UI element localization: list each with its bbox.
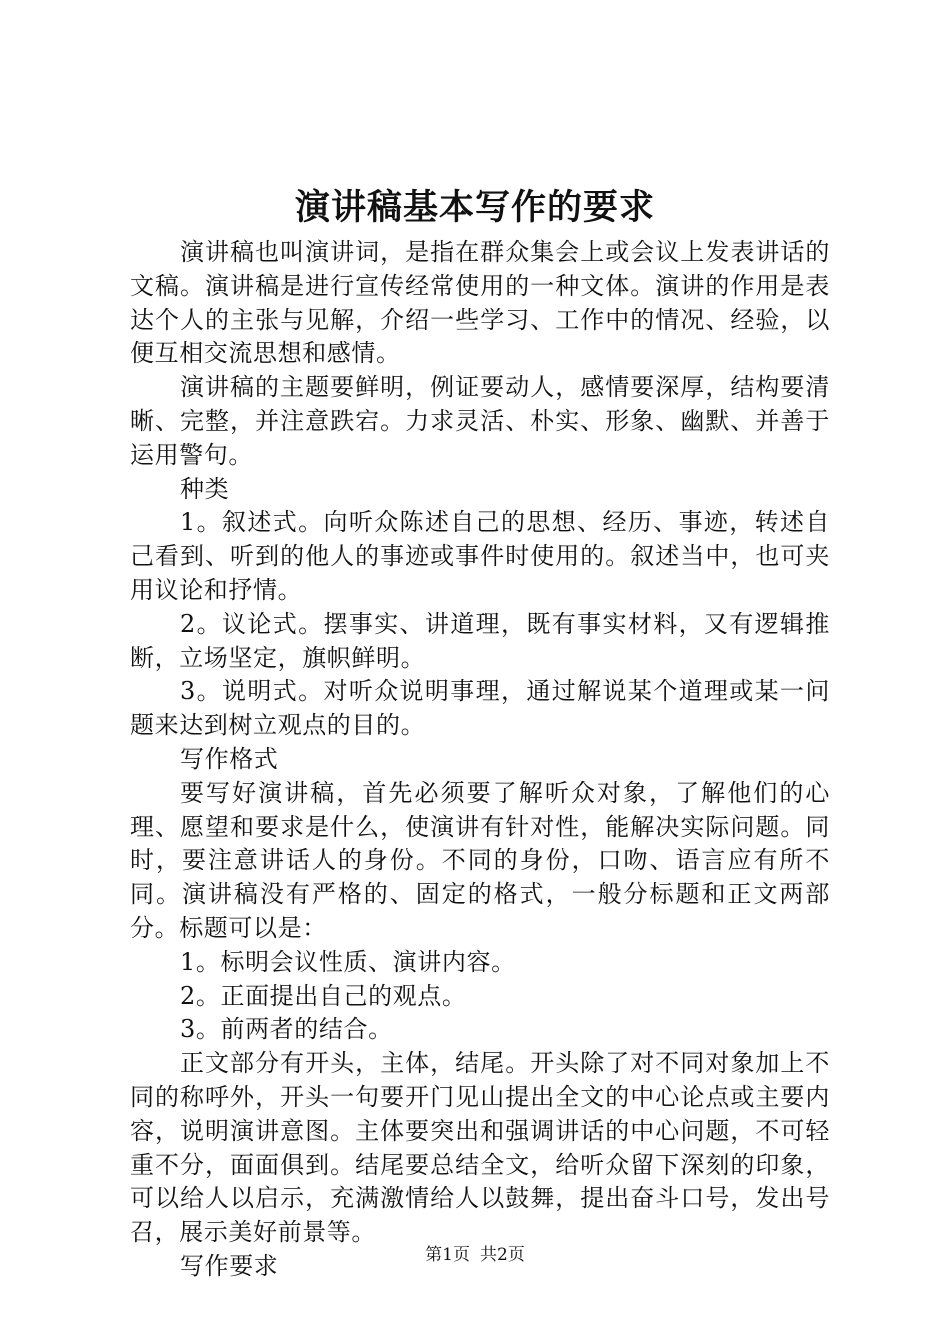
paragraph-body-structure: 正文部分有开头，主体，结尾。开头除了对不同对象加上不同的称呼外，开头一句要开门见山提出全文的中心论点或主要内容，说明演讲意图。主体要突出和强调讲话的中心问题，不可轻重不分，面面俱到。结尾要总结全文，给听众留下深刻的印象，可以给人以启示，充满激情给人以鼓舞，提出奋斗口号，发出号召，展示美好前景等。 <box>130 1049 830 1247</box>
list-item-title-type-1: 1。标明会议性质、演讲内容。 <box>180 947 516 976</box>
section-heading-types: 种类 <box>180 474 230 503</box>
paragraph-theme: 演讲稿的主题要鲜明，例证要动人，感情要深厚，结构要清晰、完整，并注意跌宕。力求灵活、朴实、形象、幽默、并善于运用警句。 <box>130 373 830 469</box>
page-footer <box>0 1244 950 1266</box>
document-title: 演讲稿基本写作的要求 <box>294 187 655 228</box>
list-item-title-type-3: 3。前两者的结合。 <box>180 1015 393 1044</box>
document-body <box>130 236 830 1284</box>
list-item-narrative: 1。叙述式。向听众陈述自己的思想、经历、事迹，转述自己看到、听到的他人的事迹或事件时使用的。叙述当中，也可夹用议论和抒情。 <box>130 508 830 604</box>
page-number: 第1页 <box>425 1245 470 1265</box>
section-heading-requirements: 写作要求 <box>180 1251 279 1280</box>
list-item-title-type-2: 2。正面提出自己的观点。 <box>180 981 467 1010</box>
paragraph-format: 要写好演讲稿，首先必须要了解听众对象，了解他们的心理、愿望和要求是什么，使演讲有针对性，能解决实际问题。同时，要注意讲话人的身份。不同的身份，口吻、语言应有所不同。演讲稿没有严格的、固定的格式，一般分标题和正文两部分。标题可以是： <box>130 778 830 942</box>
paragraph-intro: 演讲稿也叫演讲词，是指在群众集会上或会议上发表讲话的文稿。演讲稿是进行宣传经常使用的一种文体。演讲的作用是表达个人的主张与见解，介绍一些学习、工作中的情况、经验，以便互相交流思想和感情。 <box>130 238 830 368</box>
list-item-argumentative: 2。议论式。摆事实、讲道理，既有事实材料，又有逻辑推断，立场坚定，旗帜鲜明。 <box>130 609 830 672</box>
section-heading-format: 写作格式 <box>180 744 279 773</box>
page-total: 共2页 <box>480 1245 525 1265</box>
list-item-expository: 3。说明式。对听众说明事理，通过解说某个道理或某一问题来达到树立观点的目的。 <box>130 677 830 740</box>
